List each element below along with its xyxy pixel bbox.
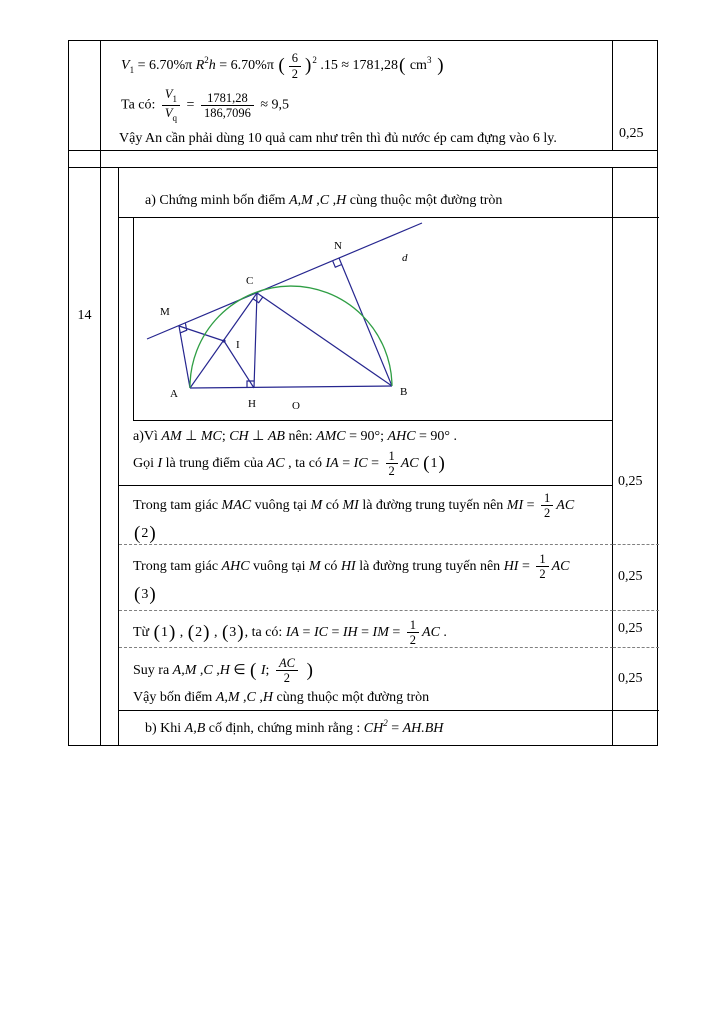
part-gutter-cell: [101, 168, 119, 745]
answer-key-table: [68, 40, 658, 746]
proof-step-5: [119, 648, 613, 711]
step5-line2: Vậy bốn điểm A,M ,C ,H cùng thuộc một đường tròn: [133, 689, 430, 705]
figure-box: [133, 218, 612, 421]
conclusion-text: Vậy An cần phải dùng 10 quả cam như trên thì đủ nước ép cam đựng vào 6 ly.: [119, 131, 557, 146]
segment-CH: [254, 293, 257, 388]
row-question-14: [69, 168, 657, 745]
score-cell: [613, 41, 659, 150]
geometry-figure: [134, 218, 612, 419]
line-d: [147, 223, 422, 339]
score-cell-empty: [613, 711, 659, 745]
step1-line2: Gọi I là trung điểm của AC , ta có IA = IC = $\frac{1}{2}$ AC (1): [133, 448, 445, 479]
step2-line2: (2): [134, 522, 156, 544]
question-number: 14: [77, 307, 92, 323]
segment-CB: [257, 293, 392, 386]
row-volume-solution: [69, 41, 657, 150]
volume-solution-content: [101, 41, 613, 150]
proof-step-4: [119, 611, 613, 648]
step3-line2: (3): [134, 583, 156, 605]
score-cell: [613, 421, 659, 545]
question-14-body: [119, 168, 659, 745]
empty-row-left-cell: [69, 151, 101, 167]
label-B: B: [400, 385, 408, 398]
segment-AB: [190, 386, 392, 388]
score-cell: [613, 648, 659, 711]
figure-lines: [147, 223, 422, 388]
label-H: H: [248, 397, 256, 410]
segment-AM: [179, 326, 190, 388]
volume-formula: $V_1 = 6.70\%\pi$ $R^2h = 6.70\%\pi$ ( $\frac{6}{2}$ )$^2$ .15 ≈ 1781,28( $cm^3$ ): [121, 51, 444, 81]
label-d: d: [402, 251, 408, 264]
label-N: N: [334, 239, 342, 252]
label-I: I: [236, 338, 240, 351]
question-number-cell-empty: [69, 41, 101, 150]
label-O: O: [292, 399, 300, 412]
score-value: 0,25: [618, 569, 643, 585]
part-a-title: a) Chứng minh bốn điểm A,M ,C ,H cùng thuộc một đường tròn: [119, 168, 613, 218]
part-b-title: b) Khi A,B cố định, chứng minh rằng : $CH^2 = AH.BH$: [119, 711, 613, 745]
label-C: C: [246, 274, 254, 287]
score-cell: [613, 545, 659, 611]
question-number-cell: [69, 168, 101, 745]
point-I-dot: [222, 339, 225, 342]
step1-line1: a)Vì AM ⊥ MC; CH ⊥ AB nên: AMC = 90°; AHC = 90° .: [133, 428, 458, 444]
proof-step-2: [119, 486, 613, 545]
step4-line1: Từ (1) , (2) , (3), ta có: IA = IC = IH = IM = $\frac{1}{2}$ AC .: [133, 617, 447, 648]
score-value: 0,25: [618, 670, 643, 686]
label-M: M: [160, 305, 170, 318]
score-value: 0,25: [619, 125, 644, 141]
score-value: 0,25: [618, 474, 643, 490]
figure-cell: [119, 218, 613, 421]
label-A: A: [170, 387, 178, 400]
ratio-formula: Ta có: $\frac{V_1}{V_q}$ = $\frac{1781,28}{186,7096}$ ≈ 9,5: [121, 87, 290, 123]
step5-line1: Suy ra A,M ,C ,H ∈ ( I; $\frac{AC}{2}$ ): [133, 655, 313, 686]
segment-BN: [339, 258, 392, 386]
step2-line1: Trong tam giác MAC vuông tại M có MI là đường trung tuyến nên MI = $\frac{1}{2}$ AC: [133, 490, 575, 521]
semicircle-arc: [190, 286, 392, 388]
empty-row: [69, 150, 657, 168]
score-cell-empty: [613, 218, 659, 421]
proof-step-1: [119, 421, 613, 486]
proof-step-3: [119, 545, 613, 611]
score-value: 0,25: [618, 620, 643, 636]
score-cell-empty: [613, 168, 659, 218]
right-angle-C-icon: [253, 297, 263, 303]
score-cell: [613, 611, 659, 648]
step3-line1: Trong tam giác AHC vuông tại M có HI là đường trung tuyến nên HI = $\frac{1}{2}$ AC: [133, 551, 570, 582]
